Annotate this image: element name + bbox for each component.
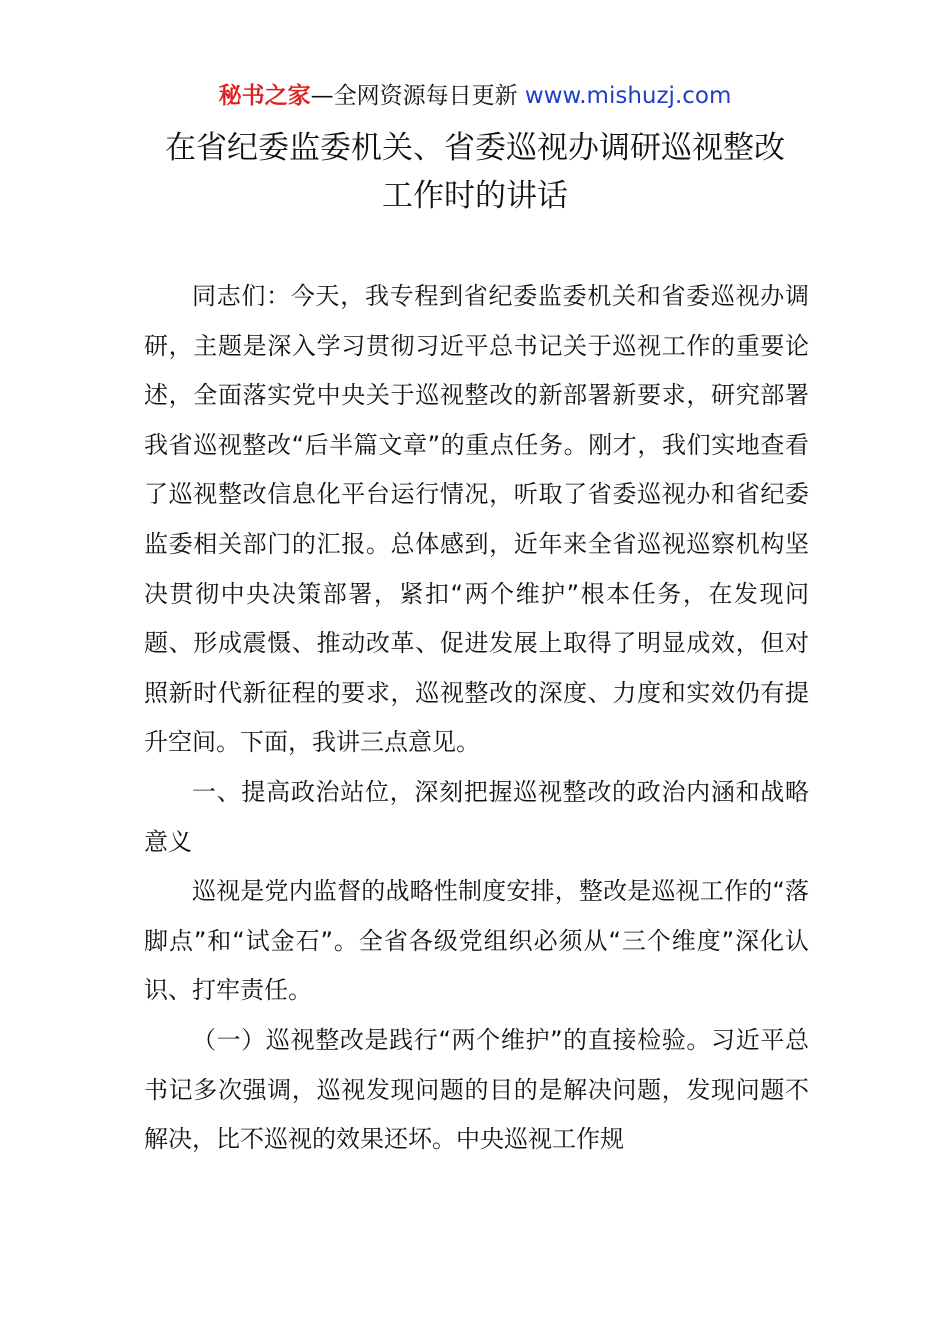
site-brand: 秘书之家 — [218, 83, 311, 109]
site-header — [0, 80, 950, 112]
paragraph-section-1-intro: 巡视是党内监督的战略性制度安排，整改是巡视工作的“落脚点”和“试金石”。全省各级党组织必须从“三个维度”深化认识、打牢责任。 — [144, 877, 809, 1005]
section-heading-1: 一、提高政治站位，深刻把握巡视整改的政治内涵和战略意义 — [144, 777, 809, 856]
title-line-2: 工作时的讲话 — [382, 178, 568, 214]
subsection-1-1: （一）巡视整改是践行“两个维护”的直接检验。习近平总书记多次强调，巡视发现问题的目的是解决问题，发现问题不解决，比不巡视的效果还坏。中央巡视工作规 — [144, 1025, 809, 1154]
site-url: www.mishuzj.com — [524, 83, 732, 109]
paragraph-opening: 同志们：今天，我专程到省纪委监委机关和省委巡视办调研，主题是深入学习贯彻习近平总书记关于巡视工作的重要论述，全面落实党中央关于巡视整改的新部署新要求，研究部署我省巡视整改“后半篇文章”的重点任务。刚才，我们实地查看了巡视整改信息化平台运行情况，听取了省委巡视办和省纪委监委相关部门的汇报。总体感到，近年来全省巡视巡察机构坚决贯彻中央决策部署，紧扣“两个维护”根本任务，在发现问题、形成震慑、推动改革、促进发展上取得了明显成效，但对照新时代新征程的要求，巡视整改的深度、力度和实效仍有提升空间。下面，我讲三点意见。 — [144, 282, 809, 757]
document-title — [60, 124, 890, 220]
title-line-1: 在省纪委监委机关、省委巡视办调研巡视整改 — [165, 130, 785, 166]
site-tagline: —全网资源每日更新 — [310, 83, 525, 109]
document-body — [144, 272, 809, 1165]
